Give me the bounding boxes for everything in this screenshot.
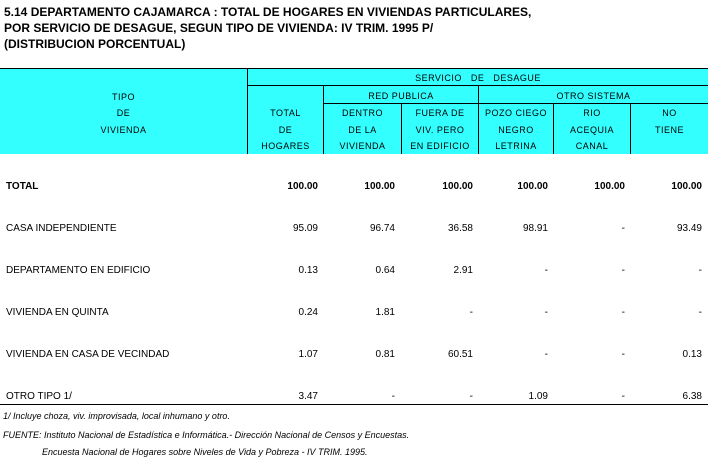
cell-total: 100.00 (287, 181, 318, 192)
header-pozo-2: NEGRO (498, 125, 534, 135)
row-label: VIVIENDA EN QUINTA (6, 307, 109, 318)
cell-pozo: - (544, 265, 548, 276)
cell-rio: - (621, 391, 625, 402)
table-row (0, 391, 708, 405)
cell-total: 0.24 (298, 307, 318, 318)
cell-pozo: 98.91 (522, 223, 548, 234)
cell-dentro: - (391, 391, 395, 402)
header-otro-sistema: OTRO SISTEMA (556, 91, 631, 101)
cell-fuera: 60.51 (447, 349, 473, 360)
cell-no-tiene: 100.00 (671, 181, 702, 192)
table-row (0, 265, 708, 279)
row-label: VIVIENDA EN CASA DE VECINDAD (6, 349, 170, 360)
cell-dentro: 1.81 (375, 307, 395, 318)
title-line-3: (DISTRIBUCION PORCENTUAL) (4, 37, 186, 51)
cell-dentro: 96.74 (369, 223, 395, 234)
header-total-2: DE (278, 125, 293, 135)
header-tipo-3: VIVIENDA (100, 125, 147, 135)
cell-rio: 100.00 (594, 181, 625, 192)
cell-dentro: 0.81 (375, 349, 395, 360)
header-divider-groups (323, 103, 708, 104)
header-tipo-2: DE (116, 108, 131, 118)
footnote: 1/ Incluye choza, viv. improvisada, local inhumano y otro. (3, 411, 230, 421)
title-line-2: POR SERVICIO DE DESAGUE, SEGUN TIPO DE VIVIENDA: IV TRIM. 1995 P/ (4, 21, 434, 35)
header-rio-2: ACEQUIA (569, 125, 614, 135)
header-fuera-1: FUERA DE (415, 108, 465, 118)
row-label: DEPARTAMENTO EN EDIFICIO (6, 265, 151, 276)
cell-no-tiene: 0.13 (682, 349, 702, 360)
header-dentro-1: DENTRO (342, 108, 383, 118)
header-total-1: TOTAL (270, 108, 301, 118)
cell-total: 3.47 (298, 391, 318, 402)
header-dentro-2: DE LA (348, 125, 377, 135)
row-label: CASA INDEPENDIENTE (6, 223, 117, 234)
header-top-border (0, 68, 708, 69)
table-bottom-border (0, 404, 708, 405)
header-red-publica: RED PUBLICA (368, 91, 434, 101)
cell-total: 1.07 (298, 349, 318, 360)
table-row (0, 181, 708, 195)
cell-total: 0.13 (298, 265, 318, 276)
table-row (0, 223, 708, 237)
cell-fuera: - (469, 391, 473, 402)
cell-fuera: - (469, 307, 473, 318)
header-rio-3: CANAL (575, 141, 609, 151)
cell-pozo: - (544, 349, 548, 360)
cell-pozo: 100.00 (517, 181, 548, 192)
cell-fuera: 2.91 (453, 265, 473, 276)
cell-rio: - (621, 307, 625, 318)
header-no-tiene-1: NO (662, 108, 677, 118)
cell-no-tiene: 93.49 (676, 223, 702, 234)
header-total-3: HOGARES (261, 141, 310, 151)
header-servicio: SERVICIO DE DESAGUE (415, 73, 541, 83)
cell-no-tiene: 6.38 (682, 391, 702, 402)
cell-fuera: 36.58 (447, 223, 473, 234)
cell-pozo: 1.09 (528, 391, 548, 402)
cell-pozo: - (544, 307, 548, 318)
cell-no-tiene: - (698, 307, 702, 318)
row-label: OTRO TIPO 1/ (6, 391, 72, 402)
survey-note: Encuesta Nacional de Hogares sobre Niveles de Vida y Pobreza - IV TRIM. 1995. (42, 447, 368, 457)
title-line-1: 5.14 DEPARTAMENTO CAJAMARCA : TOTAL DE HOGARES EN VIVIENDAS PARTICULARES, (4, 5, 532, 19)
header-pozo-1: POZO CIEGO (484, 108, 547, 118)
cell-fuera: 100.00 (442, 181, 473, 192)
cell-rio: - (621, 265, 625, 276)
header-fuera-2: VIV. PERO (415, 125, 465, 135)
header-rio-1: RIO (583, 108, 601, 118)
header-tipo-1: TIPO (111, 92, 135, 102)
cell-rio: - (621, 223, 625, 234)
header-fuera-3: EN EDIFICIO (410, 141, 470, 151)
header-no-tiene-2: TIENE (654, 125, 684, 135)
cell-dentro: 0.64 (375, 265, 395, 276)
cell-dentro: 100.00 (364, 181, 395, 192)
cell-rio: - (621, 349, 625, 360)
cell-no-tiene: - (698, 265, 702, 276)
header-pozo-3: LETRINA (495, 141, 537, 151)
cell-total: 95.09 (292, 223, 318, 234)
source-note: FUENTE: Instituto Nacional de Estadística e Informática.- Dirección Nacional de Censos y Encuestas. (3, 430, 410, 440)
table-header (0, 68, 708, 154)
table-row (0, 349, 708, 363)
table-row (0, 307, 708, 321)
row-label: TOTAL (6, 181, 39, 192)
header-dentro-3: VIVIENDA (339, 141, 386, 151)
